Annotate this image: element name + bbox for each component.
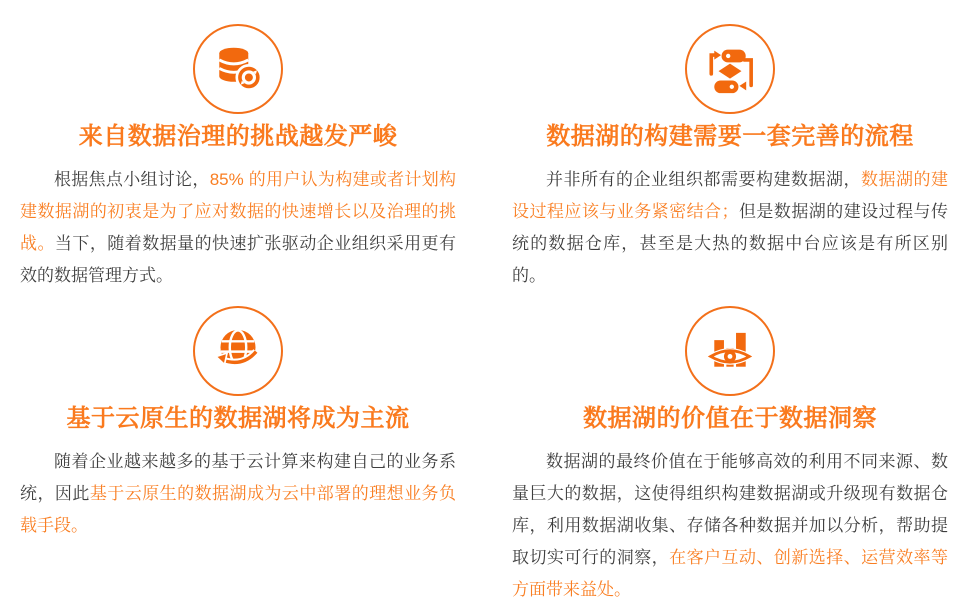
section-title: 基于云原生的数据湖将成为主流 [66, 405, 410, 432]
section-cloud-native [20, 306, 456, 606]
bar-chart-eye-icon [701, 322, 759, 380]
bar-chart-eye-icon [685, 306, 775, 396]
section-lake-process [512, 24, 948, 292]
highlighted-text: 在客户互动、创新选择、运营效率等方面带来益处。 [512, 548, 948, 599]
flowchart-icon [685, 24, 775, 114]
highlighted-text: 基于云原生的数据湖成为云中部署的理想业务负载手段。 [20, 484, 457, 535]
section-data-insight [512, 306, 948, 606]
plain-text: 但是数据湖的建设过程与传统的数据仓库，甚至是大热的数据中台应该是有所区别的。 [512, 202, 948, 285]
section-paragraph [20, 164, 456, 292]
globe-arrow-icon [193, 306, 283, 396]
plain-text: 根据焦点小组讨论， [54, 170, 210, 189]
database-shield-icon [193, 24, 283, 114]
plain-text: 数据湖的最终价值在于能够高效的利用不同来源、数量巨大的数据，这使得组织构建数据湖或升级现有数据仓库，利用数据湖收集、存储各种数据并加以分析，帮助提取切实可行的洞察， [512, 452, 948, 567]
section-paragraph [20, 446, 456, 542]
section-title: 数据湖的价值在于数据洞察 [583, 405, 877, 432]
section-title: 来自数据治理的挑战越发严峻 [78, 123, 398, 150]
plain-text: 随着企业越来越多的基于云计算来构建自己的业务系统，因此 [20, 452, 456, 503]
highlighted-text: 数据湖的建设过程应该与业务紧密结合； [512, 170, 948, 221]
highlighted-text: 85% 的用户认为构建或者计划构建数据湖的初衷是为了应对数据的快速增长以及治理的挑战。 [20, 170, 457, 253]
plain-text: 并非所有的企业组织都需要构建数据湖， [546, 170, 861, 189]
section-paragraph [512, 164, 948, 292]
section-governance-challenge [20, 24, 456, 292]
plain-text: 当下，随着数据量的快速扩张驱动企业组织采用更有效的数据管理方式。 [20, 234, 457, 285]
section-title: 数据湖的构建需要一套完善的流程 [546, 123, 914, 150]
section-paragraph [512, 446, 948, 606]
globe-arrow-icon [209, 322, 267, 380]
database-shield-icon [209, 40, 267, 98]
flowchart-icon [701, 40, 759, 98]
